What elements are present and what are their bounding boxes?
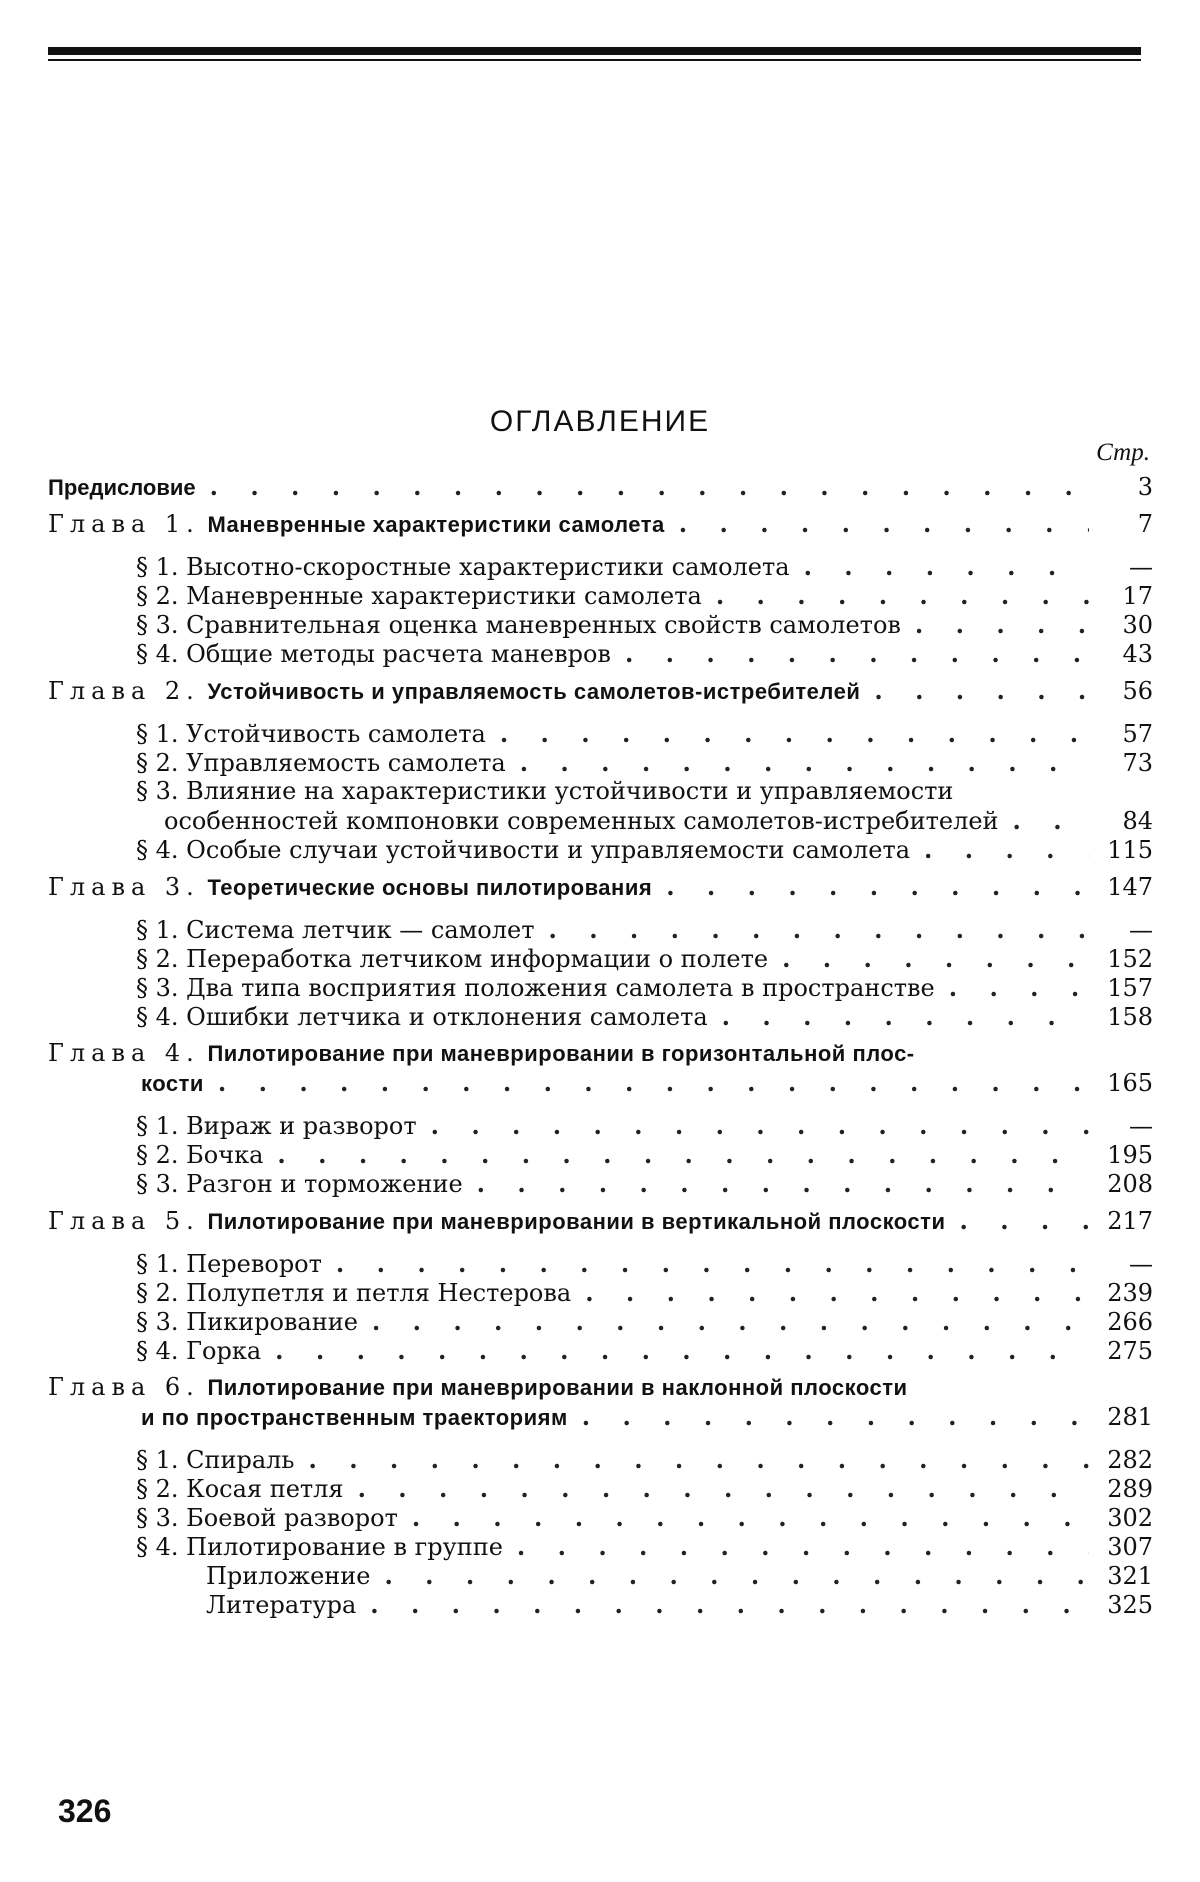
chapter-title-continued: кости: [141, 1071, 204, 1096]
dot-leader: [548, 915, 1089, 944]
toc-entry-preface[interactable]: [48, 472, 1153, 501]
dot-leader: [666, 872, 1089, 901]
toc-entry-label: § 2. Управляемость самолета: [136, 749, 506, 777]
chapter-prefix: Глава 3.: [48, 873, 200, 901]
toc-entry-page: 43: [1122, 640, 1153, 668]
toc-section[interactable]: [48, 1445, 1153, 1474]
toc-chapter-3[interactable]: [48, 872, 1153, 901]
toc-section[interactable]: [48, 944, 1153, 973]
toc-entry-page: 84: [1122, 807, 1153, 835]
dot-leader: [1013, 806, 1089, 835]
toc-section[interactable]: [48, 1307, 1153, 1336]
toc-section[interactable]: [48, 1249, 1153, 1278]
toc-section[interactable]: [48, 610, 1153, 639]
toc-entry-appendix[interactable]: [48, 1561, 1153, 1590]
toc-entry-label: § 4. Особые случаи устойчивости и управляемости самолета: [136, 836, 911, 864]
toc-entry-page: 208: [1107, 1170, 1153, 1198]
dot-leader: [782, 944, 1089, 973]
chapter-title: Маневренные характеристики самолета: [207, 512, 665, 537]
top-rule-thin: [48, 59, 1141, 61]
toc-entry-page: 73: [1122, 749, 1153, 777]
dot-leader: [384, 1561, 1089, 1590]
toc-entry-label: § 1. Система летчик — самолет: [136, 916, 535, 944]
dot-leader: [716, 581, 1089, 610]
toc-chapter-5[interactable]: [48, 1206, 1153, 1235]
toc-section[interactable]: [48, 1111, 1153, 1140]
toc-entry-label: § 3. Разгон и торможение: [136, 1170, 463, 1198]
toc-entry-page: 165: [1107, 1069, 1153, 1097]
toc-entry-label: § 3. Боевой разворот: [136, 1504, 398, 1532]
toc-entry-label: § 1. Устойчивость самолета: [136, 720, 486, 748]
toc-section[interactable]: [48, 581, 1153, 610]
toc-section[interactable]: [48, 1002, 1153, 1031]
toc-section[interactable]: [48, 1169, 1153, 1198]
toc-entry-label: § 2. Полупетля и петля Нестерова: [136, 1279, 572, 1307]
dot-leader: [412, 1503, 1089, 1532]
dot-leader: [370, 1590, 1089, 1619]
chapter-title: Устойчивость и управляемость самолетов-истребителей: [207, 679, 861, 704]
toc-entry-page: 3: [1137, 473, 1153, 501]
toc-entry-page: 56: [1122, 677, 1153, 705]
toc-entry-page: 17: [1122, 582, 1153, 610]
dot-leader: [915, 610, 1089, 639]
toc-entry-page: 157: [1107, 974, 1153, 1002]
toc-entry-label: § 2. Косая петля: [136, 1475, 344, 1503]
chapter-prefix: Глава 4.: [48, 1039, 200, 1067]
toc-section[interactable]: [48, 1336, 1153, 1365]
dot-leader: [210, 472, 1089, 501]
toc-entry-label: § 4. Горка: [136, 1337, 262, 1365]
toc-section[interactable]: [48, 777, 1153, 835]
toc-entry-label: § 4. Общие методы расчета маневров: [136, 640, 611, 668]
toc-entry-label: § 2. Бочка: [136, 1141, 264, 1169]
dot-leader: [275, 1336, 1089, 1365]
toc-title: ОГЛАВЛЕНИЕ: [489, 405, 711, 438]
toc-entry-page: 282: [1107, 1446, 1153, 1474]
dot-leader: [517, 1532, 1089, 1561]
toc-section[interactable]: [48, 1532, 1153, 1561]
toc-entry-page: 325: [1107, 1591, 1153, 1619]
toc-entry-page: 289: [1107, 1475, 1153, 1503]
chapter-prefix: Глава 6.: [48, 1373, 200, 1401]
dot-leader: [679, 509, 1089, 538]
toc-entry-label: Приложение: [206, 1562, 371, 1590]
toc-entry-page: —: [1129, 1112, 1153, 1140]
toc-entry-label: § 3. Два типа восприятия положения самолета в пространстве: [136, 974, 935, 1002]
dot-leader: [477, 1169, 1089, 1198]
toc-chapter-2[interactable]: [48, 676, 1153, 705]
dot-leader: [358, 1474, 1089, 1503]
toc-section[interactable]: [48, 915, 1153, 944]
toc-section[interactable]: [48, 1278, 1153, 1307]
toc-entry-page: 7: [1137, 510, 1153, 538]
toc-entry-page: —: [1129, 916, 1153, 944]
toc-section[interactable]: [48, 552, 1153, 581]
toc-entry-page: 115: [1107, 836, 1153, 864]
toc-entry-page: 217: [1107, 1207, 1153, 1235]
toc-entry-page: 302: [1107, 1504, 1153, 1532]
toc-chapter-6[interactable]: [48, 1373, 1153, 1431]
toc-section[interactable]: [48, 1474, 1153, 1503]
toc-entry-page: 147: [1107, 873, 1153, 901]
toc-entry-label: § 1. Высотно-скоростные характеристики самолета: [136, 553, 790, 581]
dot-leader: [218, 1068, 1089, 1097]
dot-leader: [924, 835, 1089, 864]
dot-leader: [874, 676, 1089, 705]
toc-entry-label: § 4. Пилотирование в группе: [136, 1533, 503, 1561]
toc-entry-label: § 1. Вираж и разворот: [136, 1112, 417, 1140]
toc-entry-page: 275: [1107, 1337, 1153, 1365]
chapter-prefix: Глава 1.: [48, 510, 200, 538]
toc-entry-page: 158: [1107, 1003, 1153, 1031]
chapter-title: Пилотирование при маневрировании в вертикальной плоскости: [207, 1209, 946, 1234]
chapter-title: Пилотирование при маневрировании в наклонной плоскости: [207, 1375, 908, 1400]
table-of-contents: [48, 472, 1153, 1619]
dot-leader: [804, 552, 1089, 581]
dot-leader: [500, 719, 1089, 748]
dot-leader: [722, 1002, 1089, 1031]
toc-entry-label: § 3. Сравнительная оценка маневренных свойств самолетов: [136, 611, 901, 639]
toc-entry-page: 57: [1122, 720, 1153, 748]
toc-entry-label: Предисловие: [48, 475, 196, 500]
chapter-prefix: Глава 5.: [48, 1207, 200, 1235]
dot-leader: [431, 1111, 1089, 1140]
chapter-title: Теоретические основы пилотирования: [207, 875, 653, 900]
chapter-title: Пилотирование при маневрировании в горизонтальной плос-: [207, 1041, 915, 1066]
toc-chapter-4[interactable]: [48, 1039, 1153, 1097]
toc-entry-page: 307: [1107, 1533, 1153, 1561]
dot-leader: [372, 1307, 1089, 1336]
toc-entry-label: § 2. Переработка летчиком информации о полете: [136, 945, 769, 973]
toc-entry-page: —: [1129, 553, 1153, 581]
dot-leader: [585, 1278, 1089, 1307]
toc-entry-label: § 2. Маневренные характеристики самолета: [136, 582, 702, 610]
dot-leader: [336, 1249, 1089, 1278]
dot-leader: [520, 748, 1089, 777]
dot-leader: [277, 1140, 1089, 1169]
top-rule-thick: [48, 47, 1141, 55]
toc-entry-page: 152: [1107, 945, 1153, 973]
toc-section[interactable]: [48, 719, 1153, 748]
toc-entry-label: § 1. Спираль: [136, 1446, 295, 1474]
toc-entry-literature[interactable]: [48, 1590, 1153, 1619]
toc-section[interactable]: [48, 973, 1153, 1002]
toc-entry-page: 195: [1107, 1141, 1153, 1169]
toc-section[interactable]: [48, 639, 1153, 668]
toc-entry-page: 321: [1107, 1562, 1153, 1590]
dot-leader: [959, 1206, 1089, 1235]
toc-section[interactable]: [48, 835, 1153, 864]
toc-entry-page: 281: [1107, 1403, 1153, 1431]
toc-entry-label: Литература: [206, 1591, 357, 1619]
toc-section[interactable]: [48, 1140, 1153, 1169]
page-column-label: Стр.: [1096, 439, 1150, 466]
page-number: 326: [58, 1793, 112, 1829]
chapter-title-continued: и по пространственным траекториям: [141, 1405, 568, 1430]
dot-leader: [582, 1402, 1089, 1431]
toc-entry-label-continued: особенностей компоновки современных самолетов-истребителей: [164, 807, 999, 835]
toc-entry-page: 266: [1107, 1308, 1153, 1336]
toc-entry-page: 30: [1122, 611, 1153, 639]
dot-leader: [949, 973, 1089, 1002]
toc-entry-label: § 3. Влияние на характеристики устойчивости и управляемости: [136, 777, 954, 805]
toc-chapter-1[interactable]: [48, 509, 1153, 538]
toc-entry-page: —: [1129, 1250, 1153, 1278]
dot-leader: [309, 1445, 1090, 1474]
chapter-prefix: Глава 2.: [48, 677, 200, 705]
toc-entry-label: § 3. Пикирование: [136, 1308, 358, 1336]
toc-section[interactable]: [48, 748, 1153, 777]
toc-section[interactable]: [48, 1503, 1153, 1532]
toc-entry-label: § 4. Ошибки летчика и отклонения самолета: [136, 1003, 708, 1031]
toc-entry-page: 239: [1107, 1279, 1153, 1307]
dot-leader: [625, 639, 1089, 668]
toc-entry-label: § 1. Переворот: [136, 1250, 322, 1278]
